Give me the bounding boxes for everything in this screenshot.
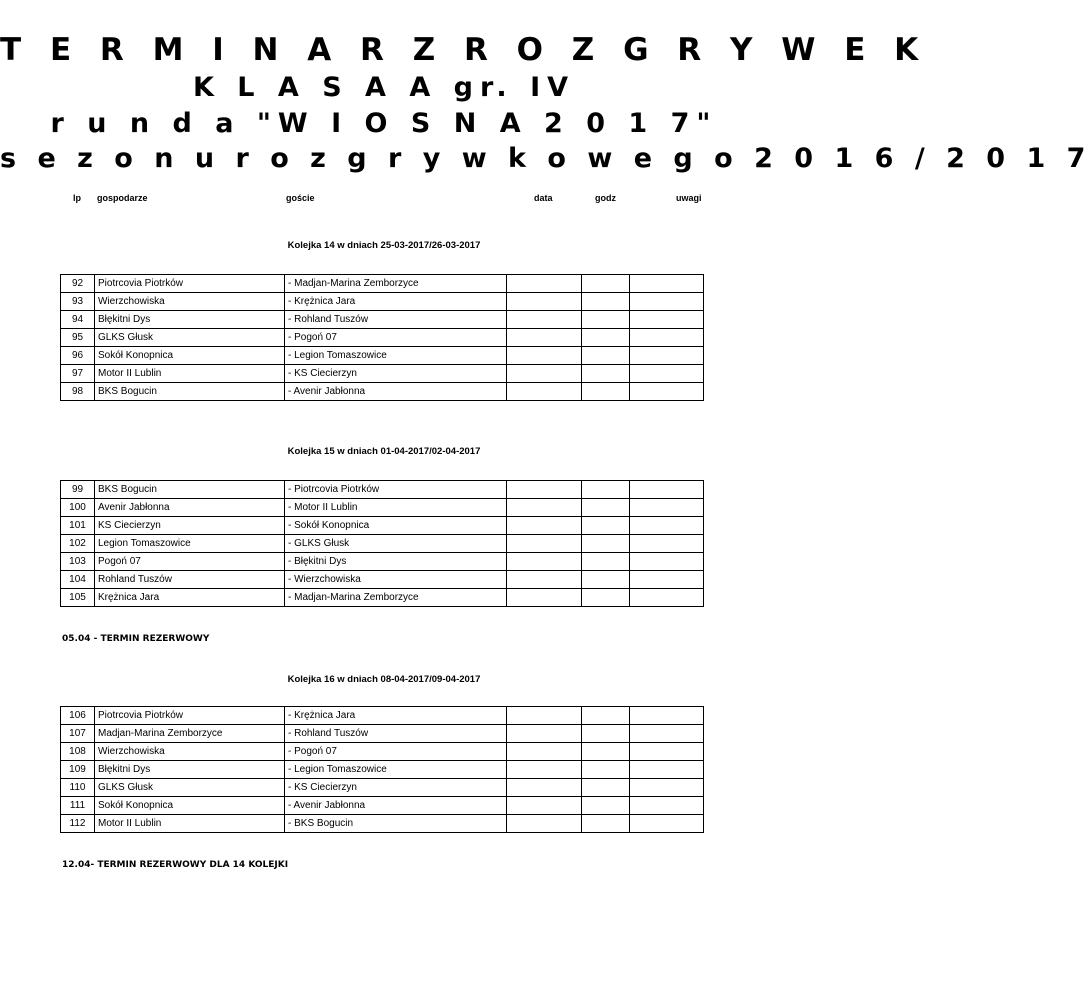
date-cell xyxy=(507,725,582,743)
date-cell xyxy=(507,517,582,535)
lp-cell: 107 xyxy=(61,725,95,743)
table-row xyxy=(61,311,704,329)
away-team: - Motor II Lublin xyxy=(285,499,507,517)
home-team: Avenir Jabłonna xyxy=(95,499,285,517)
notes-cell xyxy=(630,815,704,833)
lp-cell: 108 xyxy=(61,743,95,761)
header-time: godz xyxy=(595,193,616,203)
away-team: - Piotrcovia Piotrków xyxy=(285,481,507,499)
date-cell xyxy=(507,347,582,365)
notes-cell xyxy=(630,275,704,293)
table-row xyxy=(61,383,704,401)
date-cell xyxy=(507,589,582,607)
time-cell xyxy=(582,743,630,761)
lp-cell: 106 xyxy=(61,707,95,725)
round-title: Kolejka 15 w dniach 01-04-2017/02-04-2017 xyxy=(287,446,481,457)
date-cell xyxy=(507,293,582,311)
away-team: - Pogoń 07 xyxy=(285,329,507,347)
notes-cell xyxy=(630,293,704,311)
time-cell xyxy=(582,571,630,589)
table-row xyxy=(61,589,704,607)
away-team: - KS Ciecierzyn xyxy=(285,365,507,383)
away-team: - Pogoń 07 xyxy=(285,743,507,761)
away-team: - Legion Tomaszowice xyxy=(285,761,507,779)
time-cell xyxy=(582,329,630,347)
lp-cell: 105 xyxy=(61,589,95,607)
home-team: GLKS Głusk xyxy=(95,779,285,797)
home-team: Błękitni Dys xyxy=(95,761,285,779)
date-cell xyxy=(507,797,582,815)
table-row xyxy=(61,347,704,365)
notes-cell xyxy=(630,383,704,401)
home-team: KS Ciecierzyn xyxy=(95,517,285,535)
home-team: Sokół Konopnica xyxy=(95,347,285,365)
time-cell xyxy=(582,553,630,571)
table-row xyxy=(61,571,704,589)
notes-cell xyxy=(630,707,704,725)
notes-cell xyxy=(630,797,704,815)
time-cell xyxy=(582,499,630,517)
notes-cell xyxy=(630,365,704,383)
notes-cell xyxy=(630,517,704,535)
lp-cell: 99 xyxy=(61,481,95,499)
date-cell xyxy=(507,365,582,383)
away-team: - Krężnica Jara xyxy=(285,707,507,725)
lp-cell: 100 xyxy=(61,499,95,517)
lp-cell: 95 xyxy=(61,329,95,347)
time-cell xyxy=(582,293,630,311)
season-title: s e z o n u r o z g r y w k o w e g o 2 0 1 6 / 2 0 1 7 xyxy=(0,143,1091,174)
schedule-table xyxy=(60,706,704,833)
header-date: data xyxy=(534,193,553,203)
lp-cell: 104 xyxy=(61,571,95,589)
league-class-title: K L A S A A gr. IV xyxy=(192,72,576,103)
round-title: Kolejka 14 w dniach 25-03-2017/26-03-2017 xyxy=(287,240,481,251)
lp-cell: 111 xyxy=(61,797,95,815)
notes-cell xyxy=(630,779,704,797)
lp-cell: 102 xyxy=(61,535,95,553)
notes-cell xyxy=(630,347,704,365)
date-cell xyxy=(507,329,582,347)
home-team: Rohland Tuszów xyxy=(95,571,285,589)
time-cell xyxy=(582,365,630,383)
header-away: goście xyxy=(286,193,315,203)
date-cell xyxy=(507,779,582,797)
lp-cell: 101 xyxy=(61,517,95,535)
table-row xyxy=(61,481,704,499)
table-row xyxy=(61,293,704,311)
date-cell xyxy=(507,815,582,833)
time-cell xyxy=(582,517,630,535)
home-team: Motor II Lublin xyxy=(95,815,285,833)
notes-cell xyxy=(630,535,704,553)
time-cell xyxy=(582,481,630,499)
document-title: T E R M I N A R Z R O Z G R Y W E K xyxy=(0,32,928,68)
date-cell xyxy=(507,499,582,517)
away-team: - Krężnica Jara xyxy=(285,293,507,311)
date-cell xyxy=(507,707,582,725)
notes-cell xyxy=(630,329,704,347)
notes-cell xyxy=(630,743,704,761)
time-cell xyxy=(582,797,630,815)
time-cell xyxy=(582,815,630,833)
table-row xyxy=(61,725,704,743)
away-team: - Rohland Tuszów xyxy=(285,311,507,329)
date-cell xyxy=(507,311,582,329)
time-cell xyxy=(582,383,630,401)
home-team: BKS Bogucin xyxy=(95,481,285,499)
table-row xyxy=(61,275,704,293)
time-cell xyxy=(582,761,630,779)
table-row xyxy=(61,797,704,815)
notes-cell xyxy=(630,499,704,517)
away-team: - Madjan-Marina Zemborzyce xyxy=(285,275,507,293)
date-cell xyxy=(507,275,582,293)
date-cell xyxy=(507,535,582,553)
away-team: - Avenir Jabłonna xyxy=(285,383,507,401)
lp-cell: 97 xyxy=(61,365,95,383)
date-cell xyxy=(507,761,582,779)
home-team: Pogoń 07 xyxy=(95,553,285,571)
lp-cell: 98 xyxy=(61,383,95,401)
table-row xyxy=(61,815,704,833)
header-lp: lp xyxy=(73,193,81,203)
date-cell xyxy=(507,743,582,761)
notes-cell xyxy=(630,571,704,589)
time-cell xyxy=(582,347,630,365)
header-home: gospodarze xyxy=(97,193,148,203)
time-cell xyxy=(582,311,630,329)
reserve-date-note: 05.04 - TERMIN REZERWOWY xyxy=(62,634,210,644)
home-team: BKS Bogucin xyxy=(95,383,285,401)
home-team: Legion Tomaszowice xyxy=(95,535,285,553)
away-team: - Legion Tomaszowice xyxy=(285,347,507,365)
notes-cell xyxy=(630,725,704,743)
away-team: - GLKS Głusk xyxy=(285,535,507,553)
round-title: Kolejka 16 w dniach 08-04-2017/09-04-2017 xyxy=(287,674,481,685)
lp-cell: 112 xyxy=(61,815,95,833)
date-cell xyxy=(507,481,582,499)
table-row xyxy=(61,707,704,725)
home-team: Wierzchowiska xyxy=(95,293,285,311)
away-team: - Avenir Jabłonna xyxy=(285,797,507,815)
home-team: Sokół Konopnica xyxy=(95,797,285,815)
round-season-title: r u n d a "W I O S N A 2 0 1 7" xyxy=(50,108,718,139)
lp-cell: 109 xyxy=(61,761,95,779)
time-cell xyxy=(582,589,630,607)
time-cell xyxy=(582,779,630,797)
away-team: - Rohland Tuszów xyxy=(285,725,507,743)
table-row xyxy=(61,499,704,517)
time-cell xyxy=(582,707,630,725)
away-team: - KS Ciecierzyn xyxy=(285,779,507,797)
home-team: Piotrcovia Piotrków xyxy=(95,275,285,293)
time-cell xyxy=(582,535,630,553)
home-team: Piotrcovia Piotrków xyxy=(95,707,285,725)
time-cell xyxy=(582,725,630,743)
home-team: Krężnica Jara xyxy=(95,589,285,607)
home-team: Madjan-Marina Zemborzyce xyxy=(95,725,285,743)
away-team: - Błękitni Dys xyxy=(285,553,507,571)
lp-cell: 103 xyxy=(61,553,95,571)
reserve-date-note: 12.04- TERMIN REZERWOWY DLA 14 KOLEJKI xyxy=(62,860,289,870)
away-team: - BKS Bogucin xyxy=(285,815,507,833)
lp-cell: 94 xyxy=(61,311,95,329)
away-team: - Sokół Konopnica xyxy=(285,517,507,535)
away-team: - Madjan-Marina Zemborzyce xyxy=(285,589,507,607)
table-row xyxy=(61,743,704,761)
home-team: Motor II Lublin xyxy=(95,365,285,383)
table-row xyxy=(61,779,704,797)
notes-cell xyxy=(630,553,704,571)
time-cell xyxy=(582,275,630,293)
date-cell xyxy=(507,571,582,589)
away-team: - Wierzchowiska xyxy=(285,571,507,589)
notes-cell xyxy=(630,481,704,499)
notes-cell xyxy=(630,761,704,779)
header-notes: uwagi xyxy=(676,193,702,203)
notes-cell xyxy=(630,589,704,607)
table-row xyxy=(61,553,704,571)
date-cell xyxy=(507,383,582,401)
notes-cell xyxy=(630,311,704,329)
schedule-table xyxy=(60,274,704,401)
lp-cell: 93 xyxy=(61,293,95,311)
schedule-table xyxy=(60,480,704,607)
table-row xyxy=(61,761,704,779)
home-team: Błękitni Dys xyxy=(95,311,285,329)
table-row xyxy=(61,329,704,347)
home-team: Wierzchowiska xyxy=(95,743,285,761)
table-row xyxy=(61,365,704,383)
lp-cell: 92 xyxy=(61,275,95,293)
lp-cell: 110 xyxy=(61,779,95,797)
home-team: GLKS Głusk xyxy=(95,329,285,347)
table-row xyxy=(61,517,704,535)
date-cell xyxy=(507,553,582,571)
lp-cell: 96 xyxy=(61,347,95,365)
table-row xyxy=(61,535,704,553)
